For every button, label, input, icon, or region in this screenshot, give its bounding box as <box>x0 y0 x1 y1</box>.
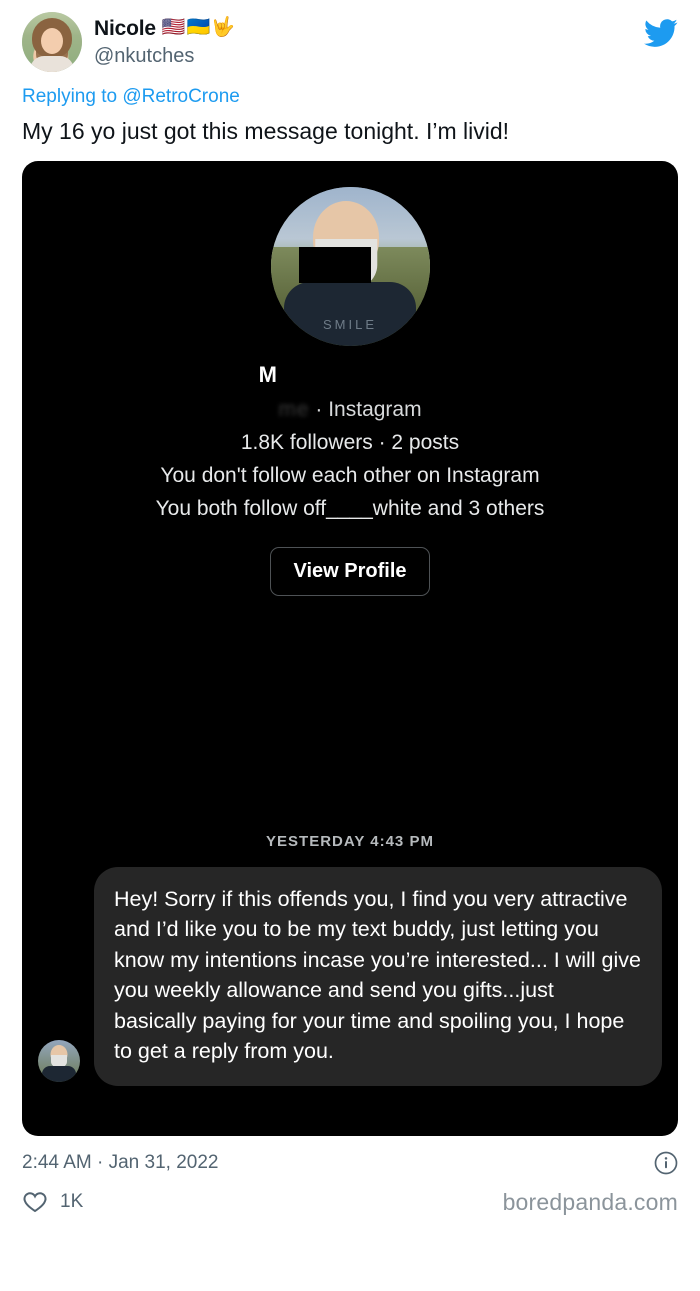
replying-to[interactable]: Replying to @RetroCrone <box>22 86 240 107</box>
watermark: boredpanda.com <box>502 1188 678 1215</box>
display-name-row <box>94 16 236 41</box>
tweet-meta <box>22 1151 678 1175</box>
redaction-bar <box>299 247 371 283</box>
profile-stats: 1.8K followers · 2 posts <box>240 430 460 454</box>
flag-emoji: 🇺🇸🇺🇦🤟 <box>161 17 236 39</box>
instagram-profile-photo <box>271 187 430 346</box>
profile-handle-row <box>22 398 678 422</box>
view-profile-button[interactable]: View Profile <box>270 547 429 596</box>
message-sender-avatar[interactable] <box>38 1040 80 1082</box>
profile-follow-status: You don't follow each other on Instagram <box>160 463 540 487</box>
tweet-text: My 16 yo just got this message tonight. I’m livid! <box>22 118 510 144</box>
media-screenshot[interactable] <box>22 161 678 1136</box>
photo-torso <box>284 282 416 346</box>
avatar-face <box>41 28 63 54</box>
avatar[interactable] <box>22 12 82 72</box>
profile-name: M <box>258 361 278 387</box>
tweet-timestamp: 2:44 AM · Jan 31, 2022 <box>22 1151 219 1173</box>
user-handle[interactable]: @nkutches <box>94 45 195 68</box>
tweet-actions <box>22 1189 678 1216</box>
author-block <box>94 12 236 68</box>
tweet-header <box>22 0 678 72</box>
avatar-body <box>30 56 74 72</box>
message-bubble: Hey! Sorry if this offends you, I find you very attractive and I’d like you to be my text buddy, just letting you know my intentions incase you’re interested... I will give you weekly allowance and send you gifts...just basically paying for your time and spoiling you, I hope to get a reply from you. <box>94 867 662 1086</box>
photo-shirt-text: SMILE <box>322 316 377 332</box>
conversation-timestamp: YESTERDAY 4:43 PM <box>266 832 434 850</box>
profile-mutuals: You both follow off____white and 3 others <box>155 496 545 520</box>
twitter-bird-icon <box>644 16 678 50</box>
message-row <box>38 867 662 1086</box>
like-count: 1K <box>60 1191 84 1213</box>
message-avatar-torso <box>42 1066 76 1082</box>
profile-platform: · Instagram <box>309 397 422 421</box>
instagram-profile-card <box>22 161 678 596</box>
display-name[interactable]: Nicole <box>94 17 156 40</box>
heart-icon[interactable] <box>22 1189 48 1215</box>
info-circle-icon[interactable] <box>654 1151 678 1175</box>
profile-handle-blurred: me <box>278 397 310 421</box>
